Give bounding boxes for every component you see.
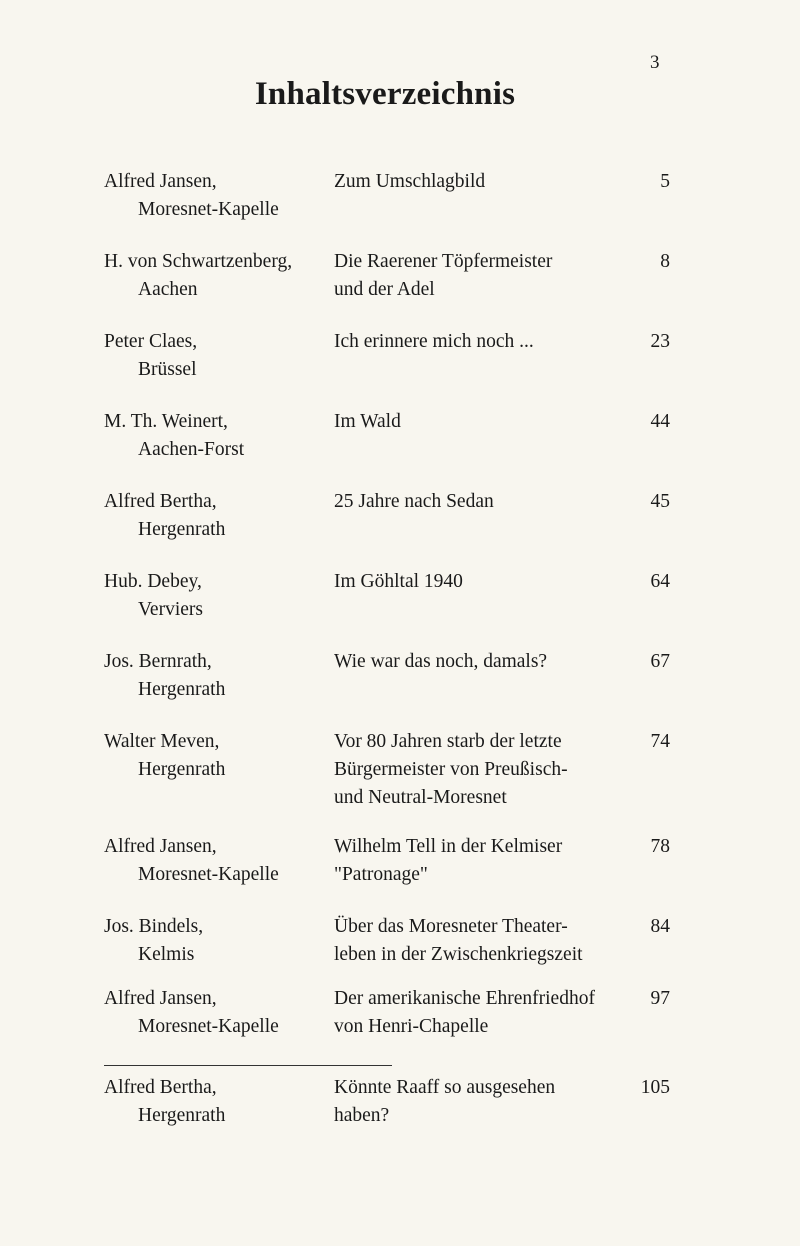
toc-title: Über das Moresneter Theater- leben in der Zwischenkriegszeit [334,916,583,965]
page-number: 3 [650,52,660,73]
toc-author-place: Hergenrath [138,1105,226,1126]
toc-entry[interactable] [104,1074,670,1154]
toc-author: Walter Meven, Hergenrath [104,728,334,784]
toc-entry[interactable] [104,328,670,408]
table-of-contents [104,168,670,1065]
divider-rule [104,1065,392,1066]
toc-page-number: 67 [650,651,670,672]
toc-title: Die Raerener Töpfermeister und der Adel [334,251,553,300]
toc-author-place: Hergenrath [138,679,226,700]
toc-title: Der amerikanische Ehrenfriedhof von Henri-Chapelle [334,988,595,1037]
toc-page-number: 78 [650,836,670,857]
toc-entry[interactable] [104,248,670,328]
toc-title: Könnte Raaff so ausgesehen haben? [334,1077,556,1126]
toc-entry[interactable] [104,913,670,985]
toc-author-place: Kelmis [138,944,195,965]
toc-author-place: Hergenrath [138,519,226,540]
toc-author: Alfred Jansen, Moresnet-Kapelle [104,985,334,1041]
toc-author: Alfred Jansen, Moresnet-Kapelle [104,833,334,889]
toc-page-number: 44 [650,411,670,432]
toc-page-number: 64 [650,571,670,592]
toc-author: Jos. Bernrath, Hergenrath [104,648,334,704]
toc-page-number: 105 [640,1077,670,1098]
toc-page-number: 74 [650,731,670,752]
toc-author: M. Th. Weinert, Aachen-Forst [104,408,334,464]
toc-title: Wie war das noch, damals? [334,651,548,672]
toc-title: Ich erinnere mich noch ... [334,331,534,352]
toc-entry[interactable] [104,568,670,648]
toc-title: Im Wald [334,411,401,432]
toc-entry[interactable] [104,408,670,488]
toc-author: Alfred Jansen, Moresnet-Kapelle [104,168,334,224]
toc-entry[interactable] [104,833,670,913]
toc-page-number: 5 [660,171,670,192]
toc-page-number: 23 [650,331,670,352]
toc-author-place: Hergenrath [138,759,226,780]
toc-page-number: 84 [650,916,670,937]
toc-title: 25 Jahre nach Sedan [334,491,494,512]
toc-author: Alfred Bertha, Hergenrath [104,488,334,544]
toc-author: Alfred Bertha, Hergenrath [104,1074,334,1130]
toc-entry[interactable] [104,648,670,728]
toc-entry[interactable] [104,985,670,1065]
toc-author-place: Brüssel [138,359,197,380]
toc-entry[interactable] [104,728,670,833]
toc-author: Peter Claes, Brüssel [104,328,334,384]
toc-author-place: Moresnet-Kapelle [138,864,279,885]
toc-title: Zum Umschlagbild [334,171,486,192]
toc-author: Jos. Bindels, Kelmis [104,913,334,969]
toc-author: Hub. Debey, Verviers [104,568,334,624]
toc-title: Wilhelm Tell in der Kelmiser "Patronage" [334,836,563,885]
toc-author-place: Verviers [138,599,203,620]
toc-author-place: Aachen [138,279,198,300]
toc-page-number: 97 [650,988,670,1009]
page-title: Inhaltsverzeichnis [254,76,516,112]
toc-page-number: 45 [650,491,670,512]
toc-author-place: Moresnet-Kapelle [138,1016,279,1037]
toc-title: Vor 80 Jahren starb der letzte Bürgermeister von Preußisch- und Neutral-Moresnet [334,731,568,808]
toc-entry[interactable] [104,168,670,248]
toc-author-place: Moresnet-Kapelle [138,199,279,220]
toc-author: H. von Schwartzenberg, Aachen [104,248,334,304]
toc-page-number: 8 [660,251,670,272]
toc-entry[interactable] [104,488,670,568]
toc-title: Im Göhltal 1940 [334,571,463,592]
toc-author-place: Aachen-Forst [138,439,245,460]
